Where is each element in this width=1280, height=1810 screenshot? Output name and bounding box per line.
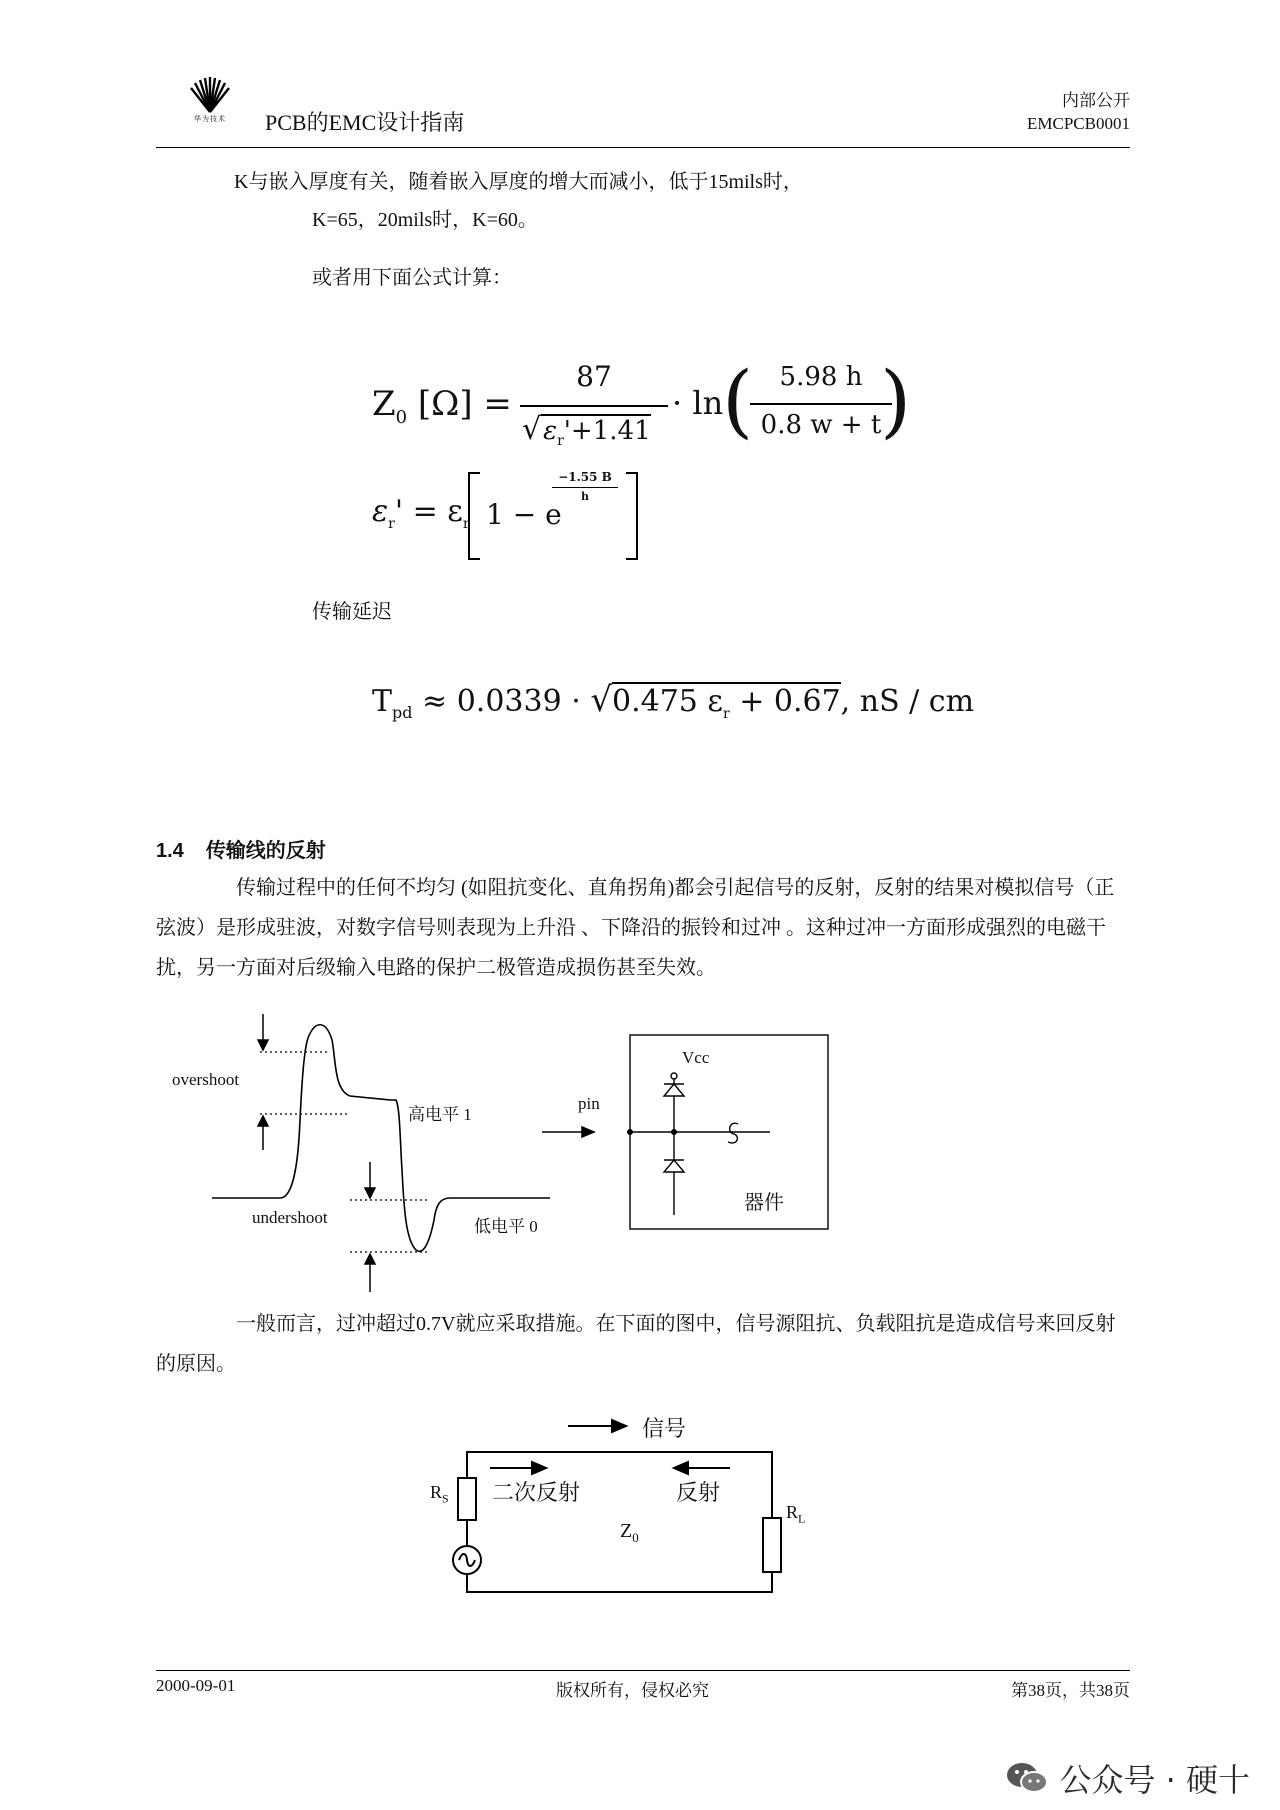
classification-label: 内部公开 — [1062, 91, 1130, 110]
z0-letter: Z — [620, 1520, 633, 1542]
z0-sub: 0 — [632, 1530, 639, 1545]
rl-letter: R — [786, 1502, 799, 1522]
eq3-sqrt-rest: + 0.67 — [729, 684, 841, 719]
impedance-equation: $Z_0$ [Ω] = 87 $√\varepsilon_r'+1.41$ · ln ( 5.98 h 0.8 w + t ) — [372, 354, 912, 450]
eq2-bracket-text: 1 − e — [486, 498, 562, 531]
eq2-lhs-rest: ' = ε — [394, 494, 463, 529]
body-line-3: 或者用下面公式计算： — [312, 267, 512, 289]
secondary-reflection-label: 二次反射 — [492, 1480, 581, 1505]
eq2-lhs-sub: r — [388, 516, 395, 532]
eq3-sqrt-sub: r — [722, 706, 730, 722]
z0-label — [620, 1520, 639, 1546]
eq1-den-sub: r — [557, 433, 564, 450]
eq1-lhs-unit: [Ω] = — [417, 384, 512, 424]
delay-label: 传输延迟 — [312, 601, 392, 623]
overshoot-label: overshoot — [172, 1070, 240, 1089]
overshoot-undershoot-figure — [150, 1000, 850, 1300]
low-level-label: 低电平 0 — [474, 1217, 538, 1236]
eq1-frac-denominator: 0.8 w + t — [760, 410, 882, 440]
footer-rule — [156, 1670, 1130, 1671]
eq1-numerator: 87 — [576, 360, 612, 393]
eq2-exp-numerator: −1.55 B — [558, 470, 612, 484]
eq1-lhs: Z — [372, 384, 396, 424]
rs-label — [430, 1482, 449, 1507]
company-logo — [185, 74, 235, 124]
eq3-unit: , nS / cm — [840, 684, 975, 719]
header-rule — [156, 147, 1130, 148]
section-paragraph-1: 传输过程中的任何不均匀 (如阻抗变化、直角拐角)都会引起信号的反射，反射的结果对模拟信号（正弦波）是形成驻波，对数字信号则表现为上升沿 、下降沿的振铃和过冲 。这种过冲一方面形成强烈的电磁干扰，另一方面对后级输入电路的保护二极管造成损伤甚至失效。 — [156, 877, 1115, 979]
pin-label: pin — [578, 1094, 600, 1113]
footer-copyright: 版权所有，侵权必究 — [556, 1681, 709, 1700]
reflection-circuit-figure — [420, 1410, 800, 1600]
eq1-den-rest: '+1.41 — [563, 416, 651, 446]
document-code: EMCPCB0001 — [1027, 114, 1130, 133]
vcc-label: Vcc — [682, 1048, 710, 1067]
body-line-1: K与嵌入厚度有关，随着嵌入厚度的增大而减小，低于15mils时， — [234, 171, 803, 193]
device-label: 器件 — [744, 1192, 784, 1214]
section-heading — [156, 834, 348, 863]
eq1-frac-numerator: 5.98 h — [779, 362, 863, 392]
footer-date: 2000-09-01 — [156, 1676, 236, 1695]
wechat-icon — [1005, 1760, 1049, 1796]
body-line-2: K=65，20mils时，K=60。 — [312, 209, 538, 231]
propagation-delay-equation: $T_{pd} \approx 0.0339 \cdot √0.475$ $\varepsilon_r + 0.67$, nS / cm — [372, 680, 975, 722]
effective-permittivity-equation — [372, 462, 672, 562]
document-title: PCB的EMC设计指南 — [265, 110, 465, 135]
footer-page-number: 第38页，共38页 — [1011, 1681, 1130, 1700]
eq2-exp-denominator: h — [581, 490, 589, 503]
reflection-label: 反射 — [676, 1480, 721, 1505]
eq3-lhs-sub: pd — [392, 703, 413, 722]
section-title: 传输线的反射 — [205, 840, 326, 862]
section-number: 1.4 — [156, 840, 184, 862]
eq2-lhs: ε — [372, 494, 389, 529]
rs-letter: R — [430, 1482, 443, 1502]
logo-text: 华为技术 — [194, 115, 226, 123]
eq1-den-epsilon: ε — [543, 416, 558, 446]
high-level-label: 高电平 1 — [408, 1105, 472, 1124]
eq1-lhs-sub: 0 — [395, 406, 408, 428]
watermark-text: 公众号 · 硬十 — [1059, 1761, 1250, 1799]
eq3-approx: ≈ 0.0339 · — [422, 684, 581, 719]
undershoot-label: undershoot — [252, 1208, 328, 1227]
rs-sub: S — [442, 1491, 449, 1506]
section-paragraph-2: 一般而言，过冲超过0.7V就应采取措施。在下面的图中，信号源阻抗、负载阻抗是造成信号来回反射的原因。 — [156, 1313, 1116, 1375]
watermark — [1005, 1755, 1250, 1801]
signal-label: 信号 — [642, 1416, 687, 1441]
rl-label — [786, 1502, 805, 1527]
rl-sub: L — [798, 1511, 806, 1526]
eq3-sqrt-text: 0.475 ε — [611, 684, 723, 719]
eq1-ln: · ln — [672, 384, 724, 422]
eq3-lhs: T — [372, 684, 393, 719]
eq2-rhs-sub: r — [462, 516, 470, 532]
